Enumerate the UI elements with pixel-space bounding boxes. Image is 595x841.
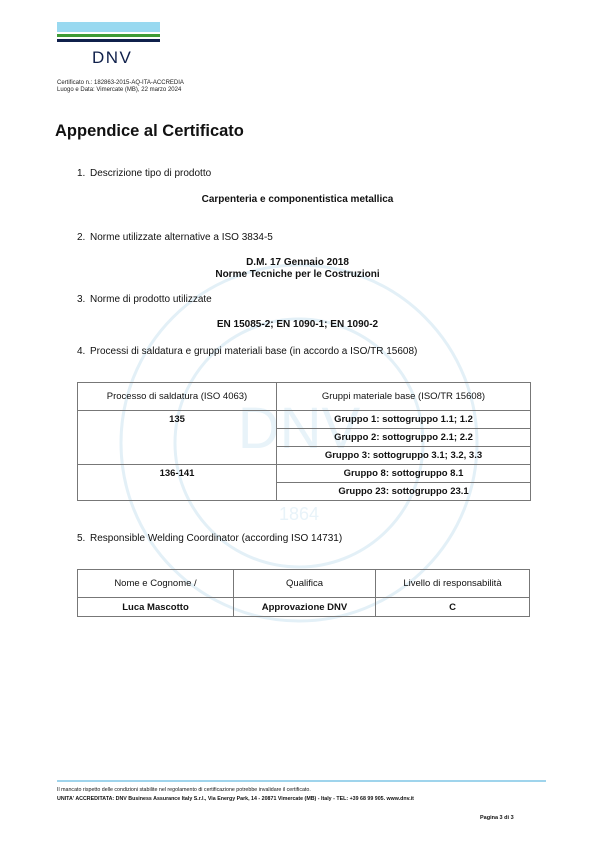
certificate-number: Certificato n.: 182863-2015-AQ-ITA-ACCREDIA: [57, 80, 184, 86]
section-2-heading: 2. Norme utilizzate alternative a ISO 3834-5: [77, 232, 273, 243]
header-material-groups: Gruppi materiale base (ISO/TR 15608): [277, 383, 531, 411]
table-row: [78, 598, 530, 617]
coordinator-table: [77, 569, 530, 617]
coordinator-name: Luca Mascotto: [78, 598, 234, 617]
section-3-heading: 3. Norme di prodotto utilizzate: [77, 294, 212, 305]
material-cell: Gruppo 23: sottogruppo 23.1: [277, 483, 531, 501]
coordinator-level: C: [376, 598, 530, 617]
page-number: Pagina 3 di 3: [480, 815, 514, 821]
header-process: Processo di saldatura (ISO 4063): [78, 383, 277, 411]
section-5-heading: 5. Responsible Welding Coordinator (according ISO 14731): [77, 533, 343, 544]
header-name: Nome e Cognome /: [78, 570, 234, 598]
process-cell: 136-141: [78, 465, 277, 501]
welding-process-table: [77, 382, 531, 501]
section-1-heading: 1. Descrizione tipo di prodotto: [77, 168, 212, 179]
footer-accredited-unit: UNITA' ACCREDITATA: DNV Business Assurance Italy S.r.l., Via Energy Park, 14 - 20871 Vimercate (MB) - Italy - TEL: +39 68 99 905. www.dnv.it: [57, 796, 414, 802]
svg-text:1864: 1864: [278, 504, 320, 524]
footer-divider: [57, 780, 546, 782]
page-title: Appendice al Certificato: [55, 122, 244, 140]
product-type: Carpenteria e componentistica metallica: [201, 194, 394, 205]
table-row: [78, 411, 531, 429]
coordinator-qualification: Approvazione DNV: [234, 598, 376, 617]
alt-norm-line-1: D.M. 17 Gennaio 2018: [246, 257, 349, 268]
table-header-row: [78, 383, 531, 411]
material-cell: Gruppo 2: sottogruppo 2.1; 2.2: [277, 429, 531, 447]
material-cell: Gruppo 1: sottogruppo 1.1; 1.2: [277, 411, 531, 429]
footer-disclaimer: Il mancato rispetto delle condizioni stabilite nel regolamento di certificazione potrebbe invalidare il certificato.: [57, 787, 311, 793]
logo-text: DNV: [92, 48, 133, 67]
material-cell: Gruppo 3: sottogruppo 3.1; 3.2, 3.3: [277, 447, 531, 465]
svg-text:DNV: DNV: [237, 396, 361, 461]
section-4-heading: 4. Processi di saldatura e gruppi materiali base (in accordo a ISO/TR 15608): [77, 346, 418, 357]
header-responsibility: Livello di responsabilità: [376, 570, 530, 598]
process-cell: 135: [78, 411, 277, 465]
alt-norm-line-2: Norme Tecniche per le Costruzioni: [215, 269, 380, 280]
product-norms: EN 15085-2; EN 1090-1; EN 1090-2: [216, 319, 379, 330]
material-cell: Gruppo 8: sottogruppo 8.1: [277, 465, 531, 483]
table-row: [78, 465, 531, 483]
header-qualification: Qualifica: [234, 570, 376, 598]
place-date: Luogo e Data: Vimercate (MB), 22 marzo 2024: [57, 87, 182, 93]
table-header-row: [78, 570, 530, 598]
